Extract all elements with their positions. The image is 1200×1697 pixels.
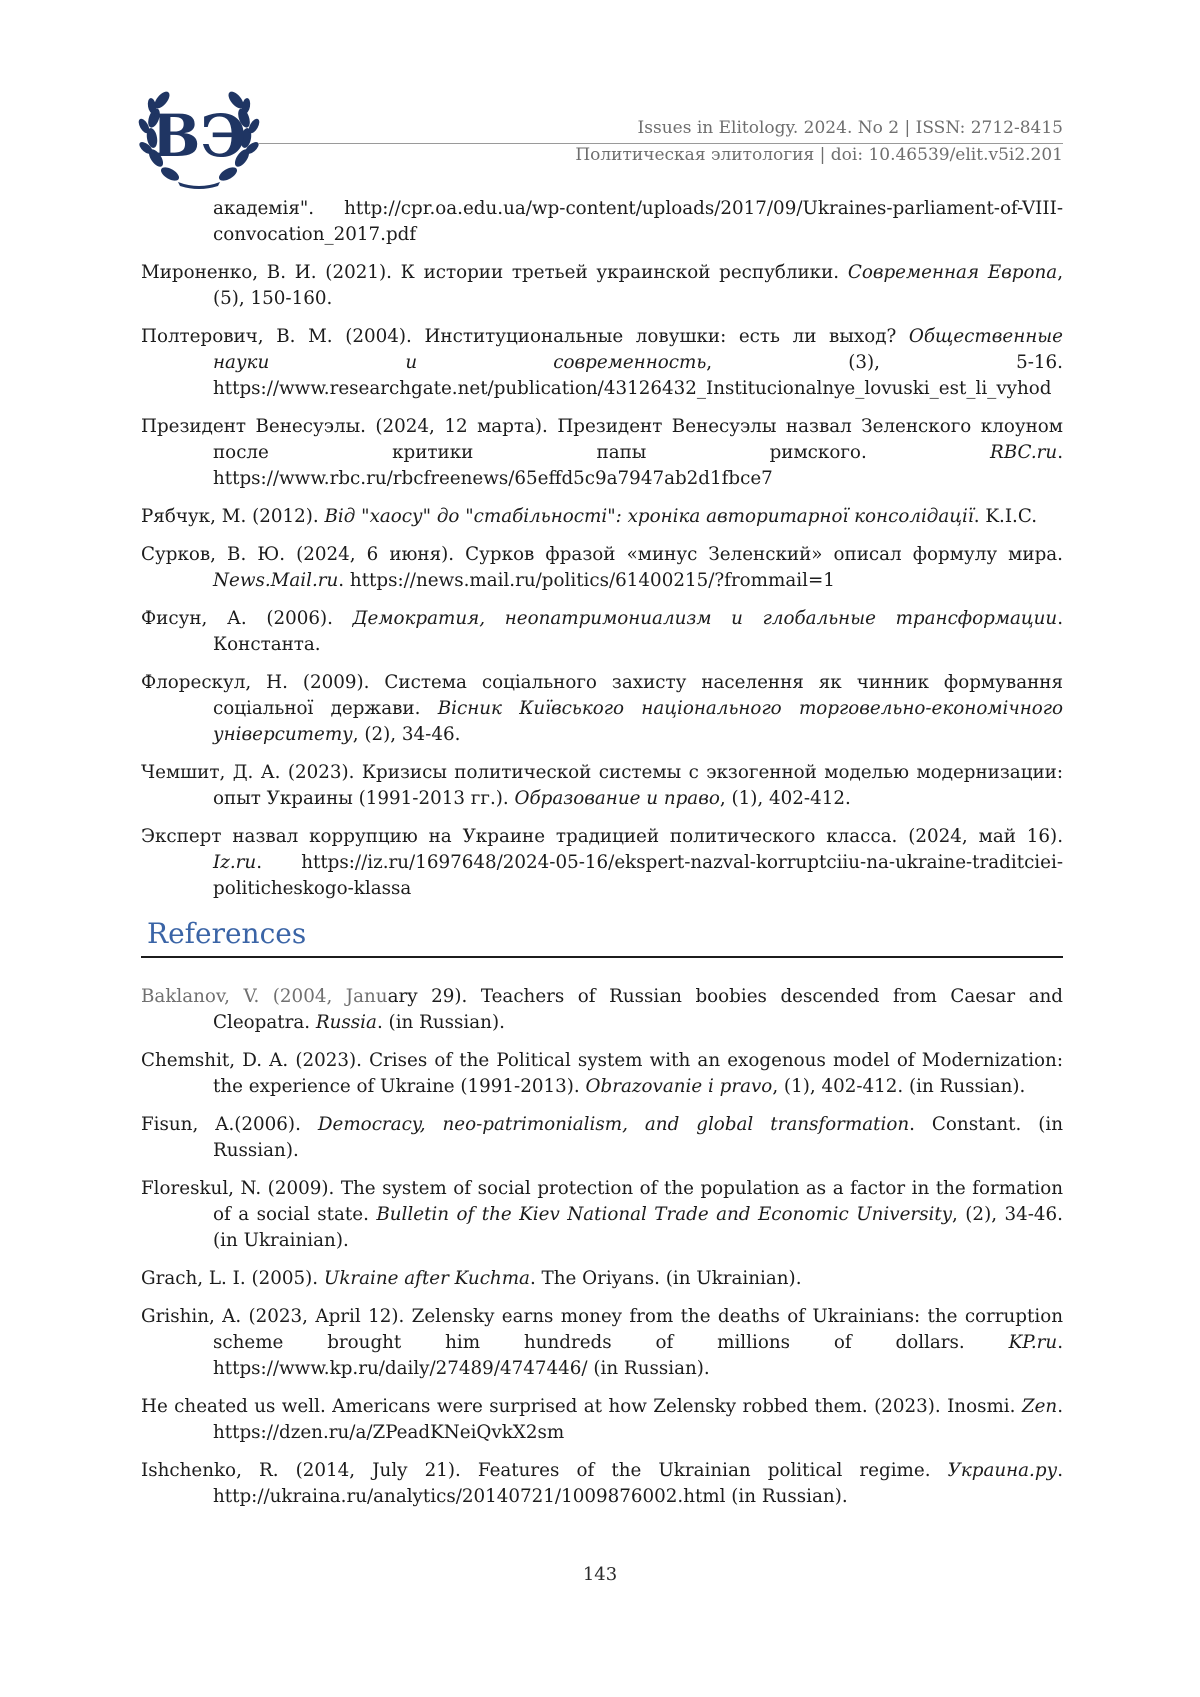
reference-ru-0: академія". http://cpr.oa.edu.ua/wp-content/uploads/2017/09/Ukraines-parliament-of-VIII-convocation_2017.pdf bbox=[213, 198, 1063, 245]
reference-en-4: Grach, L. I. (2005). Ukraine after Kuchma. The Oriyans. (in Ukrainian). bbox=[141, 1268, 802, 1289]
reference-en-5: Grishin, A. (2023, April 12). Zelensky earns money from the deaths of Ukrainians: the corruption scheme brought him hundreds of millions of dollars. KP.ru. https://www.kp.ru/daily/27489/4747446/ (in Russian). bbox=[141, 1306, 1063, 1379]
reference-ru-9: Эксперт назвал коррупцию на Украине традицией политического класса. (2024, май 16). Iz.ru. https://iz.ru/1697648/2024-05-16/ekspert-nazval-korruptciiu-na-ukraine-traditciei-politicheskogo-klassa bbox=[141, 826, 1063, 899]
reference-en-3: Floreskul, N. (2009). The system of social protection of the population as a factor in the formation of a social state. Bulletin of the Kiev National Trade and Economic University, (2), 34-46. (in Ukrainian). bbox=[141, 1178, 1063, 1251]
reference-ru-5: Сурков, В. Ю. (2024, 6 июня). Сурков фразой «минус Зеленский» описал формулу мира. News.Mail.ru. https://news.mail.ru/politics/61400215/?frommail=1 bbox=[141, 544, 1063, 591]
reference-ru-6: Фисун, А. (2006). Демократия, неопатримониализм и глобальные трансформации. Константа. bbox=[141, 608, 1063, 655]
doi-line: Политическая элитология | doi: 10.46539/elit.v5i2.201 bbox=[575, 145, 1063, 165]
reference-ru-3: Президент Венесуэлы. (2024, 12 марта). Президент Венесуэлы назвал Зеленского клоуном после критики папы римского. RBC.ru. https://www.rbc.ru/rbcfreenews/65effd5c9a7947ab2d1fbce7 bbox=[141, 416, 1063, 489]
journal-logo bbox=[138, 78, 260, 190]
reference-en-7: Ishchenko, R. (2014, July 21). Features of the Ukrainian political regime. Украина.ру. http://ukraina.ru/analytics/20140721/1009876002.html (in Russian). bbox=[141, 1460, 1063, 1507]
reference-ru-8: Чемшит, Д. А. (2023). Кризисы политической системы с экзогенной моделью модернизации: опыт Украины (1991-2013 гг.). Образование и право, (1), 402-412. bbox=[141, 762, 1063, 809]
reference-ru-4: Рябчук, М. (2012). Від "хаосу" до "стабільності": хроніка авторитарної консолідації. K.I.C. bbox=[141, 506, 1038, 527]
header-divider bbox=[258, 143, 1063, 144]
reference-en-6: He cheated us well. Americans were surprised at how Zelensky robbed them. (2023). Inosmi. Zen. https://dzen.ru/a/ZPeadKNeiQvkX2sm bbox=[141, 1396, 1063, 1443]
reference-en-1: Chemshit, D. A. (2023). Crises of the Political system with an exogenous model of Modernization: the experience of Ukraine (1991-2013). Obrazovanie i pravo, (1), 402-412. (in Russian). bbox=[141, 1050, 1063, 1097]
references-heading: References bbox=[147, 917, 307, 950]
reference-ru-2: Полтерович, В. М. (2004). Институциональные ловушки: есть ли выход? Общественные науки и современность, (3), 5-16. https://www.researchgate.net/publication/43126432_Institucionalnye_lovuski_est_li_vyhod bbox=[141, 326, 1063, 399]
page-number: 143 bbox=[582, 1564, 618, 1585]
page-body bbox=[141, 196, 1063, 1522]
reference-ru-1: Мироненко, В. И. (2021). К истории третьей украинской республики. Современная Европа, (5), 150-160. bbox=[141, 262, 1063, 309]
reference-en-0: Baklanov, V. (2004, January 29). Teachers of Russian boobies descended from Caesar and Cleopatra. Russia. (in Russian). bbox=[141, 986, 1063, 1033]
reference-ru-7: Флорескул, Н. (2009). Система соціального захисту населення як чинник формування соціальної держави. Вісник Київського національного торговельно-економічного університету, (2), 34-46. bbox=[141, 672, 1063, 745]
svg-text:ВЭ: ВЭ bbox=[151, 102, 247, 170]
journal-line: Issues in Elitology. 2024. No 2 | ISSN: 2712-8415 bbox=[637, 118, 1063, 138]
page-header bbox=[0, 0, 1200, 200]
reference-en-2: Fisun, A.(2006). Democracy, neo-patrimonialism, and global transformation. Constant. (in Russian). bbox=[141, 1114, 1063, 1161]
references-divider bbox=[141, 956, 1063, 958]
